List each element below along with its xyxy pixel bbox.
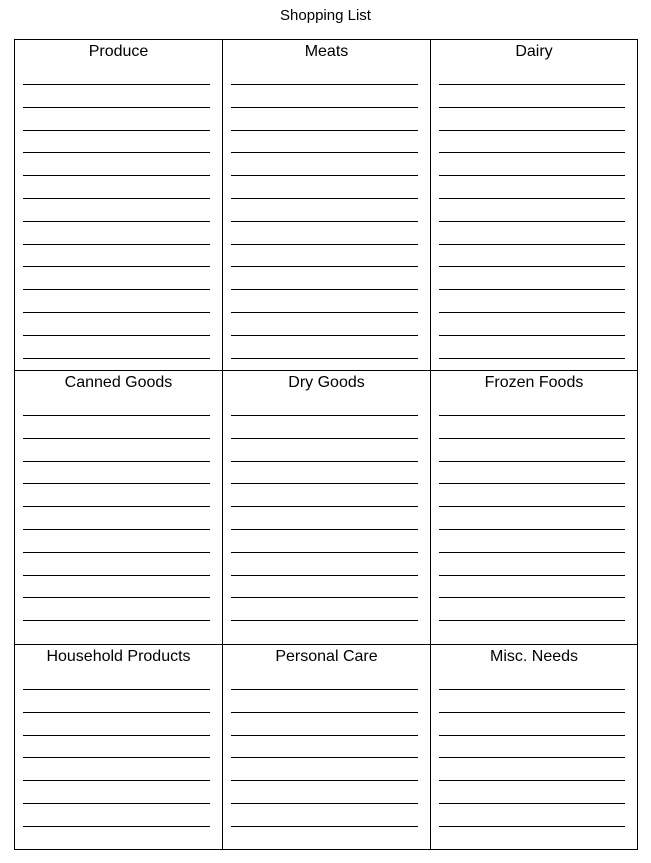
write-line: [231, 506, 418, 507]
write-line: [439, 735, 625, 736]
write-line: [23, 438, 210, 439]
write-line: [23, 198, 210, 199]
section-title: Personal Care: [275, 648, 378, 665]
write-line: [23, 757, 210, 758]
write-line: [439, 757, 625, 758]
write-line: [23, 289, 210, 290]
section-title: Produce: [88, 43, 149, 60]
write-line: [439, 335, 625, 336]
page-title: Shopping List: [280, 7, 371, 24]
write-line: [23, 529, 210, 530]
section-title: Meats: [304, 43, 349, 60]
write-line: [23, 130, 210, 131]
write-line: [23, 244, 210, 245]
section-row: [15, 645, 637, 849]
write-line: [439, 506, 625, 507]
section-meats: [223, 40, 431, 370]
write-line: [231, 689, 418, 690]
write-line: [231, 780, 418, 781]
write-line: [23, 689, 210, 690]
section-dry-goods: [223, 371, 431, 644]
write-line: [439, 198, 625, 199]
section-row: [15, 371, 637, 645]
write-line: [231, 529, 418, 530]
section-row: [15, 40, 637, 371]
write-line: [231, 130, 418, 131]
write-line: [439, 849, 625, 850]
write-line: [23, 312, 210, 313]
write-line: [231, 552, 418, 553]
write-line: [439, 689, 625, 690]
write-line: [439, 620, 625, 621]
write-line: [23, 506, 210, 507]
write-line: [231, 461, 418, 462]
write-line: [439, 415, 625, 416]
write-line: [23, 803, 210, 804]
write-line: [231, 221, 418, 222]
write-line: [439, 438, 625, 439]
write-line: [439, 312, 625, 313]
section-title: Dairy: [515, 43, 553, 60]
write-line: [231, 335, 418, 336]
write-line: [23, 107, 210, 108]
section-personal-care: [223, 645, 431, 849]
write-line: [231, 620, 418, 621]
write-line: [439, 84, 625, 85]
write-line: [439, 152, 625, 153]
write-line: [23, 461, 210, 462]
write-line: [439, 803, 625, 804]
write-line: [23, 780, 210, 781]
write-line: [231, 415, 418, 416]
section-household-products: [15, 645, 223, 849]
write-line: [439, 483, 625, 484]
write-line: [439, 826, 625, 827]
write-line: [439, 780, 625, 781]
write-line: [23, 266, 210, 267]
write-line: [439, 244, 625, 245]
write-line: [23, 712, 210, 713]
write-line: [439, 461, 625, 462]
write-line: [231, 312, 418, 313]
write-line: [439, 552, 625, 553]
write-line: [23, 575, 210, 576]
write-line: [439, 175, 625, 176]
write-line: [439, 107, 625, 108]
section-title: Canned Goods: [64, 374, 173, 391]
section-frozen-foods: [431, 371, 637, 644]
write-lines: [231, 645, 418, 849]
write-lines: [231, 40, 418, 370]
section-misc-needs: [431, 645, 637, 849]
write-line: [23, 597, 210, 598]
write-line: [23, 849, 210, 850]
write-line: [231, 712, 418, 713]
write-line: [231, 757, 418, 758]
write-line: [231, 849, 418, 850]
write-line: [231, 289, 418, 290]
section-title: Frozen Foods: [484, 374, 584, 391]
write-line: [23, 221, 210, 222]
write-line: [23, 335, 210, 336]
write-line: [23, 620, 210, 621]
section-title: Misc. Needs: [489, 648, 579, 665]
write-line: [23, 175, 210, 176]
write-line: [439, 358, 625, 359]
write-lines: [23, 371, 210, 644]
write-lines: [439, 371, 625, 644]
write-line: [231, 483, 418, 484]
write-line: [23, 826, 210, 827]
write-lines: [439, 40, 625, 370]
write-line: [231, 266, 418, 267]
write-line: [231, 175, 418, 176]
write-line: [439, 597, 625, 598]
write-line: [439, 289, 625, 290]
write-lines: [231, 371, 418, 644]
write-line: [23, 552, 210, 553]
section-title: Dry Goods: [288, 374, 365, 391]
write-line: [231, 84, 418, 85]
write-line: [231, 826, 418, 827]
write-line: [231, 198, 418, 199]
write-line: [439, 712, 625, 713]
section-title: Household Products: [46, 648, 191, 665]
write-line: [23, 152, 210, 153]
write-line: [23, 415, 210, 416]
write-line: [23, 483, 210, 484]
write-line: [231, 575, 418, 576]
write-line: [231, 735, 418, 736]
write-line: [439, 130, 625, 131]
write-lines: [23, 645, 210, 849]
write-line: [231, 107, 418, 108]
section-dairy: [431, 40, 637, 370]
write-line: [23, 358, 210, 359]
write-line: [23, 735, 210, 736]
write-line: [439, 575, 625, 576]
write-line: [231, 803, 418, 804]
write-lines: [439, 645, 625, 849]
write-line: [231, 438, 418, 439]
write-line: [231, 152, 418, 153]
write-line: [439, 221, 625, 222]
section-canned-goods: [15, 371, 223, 644]
write-line: [231, 244, 418, 245]
write-line: [231, 358, 418, 359]
write-line: [439, 266, 625, 267]
write-lines: [23, 40, 210, 370]
section-produce: [15, 40, 223, 370]
write-line: [439, 529, 625, 530]
shopping-list-table: [14, 39, 638, 850]
write-line: [231, 597, 418, 598]
write-line: [23, 84, 210, 85]
